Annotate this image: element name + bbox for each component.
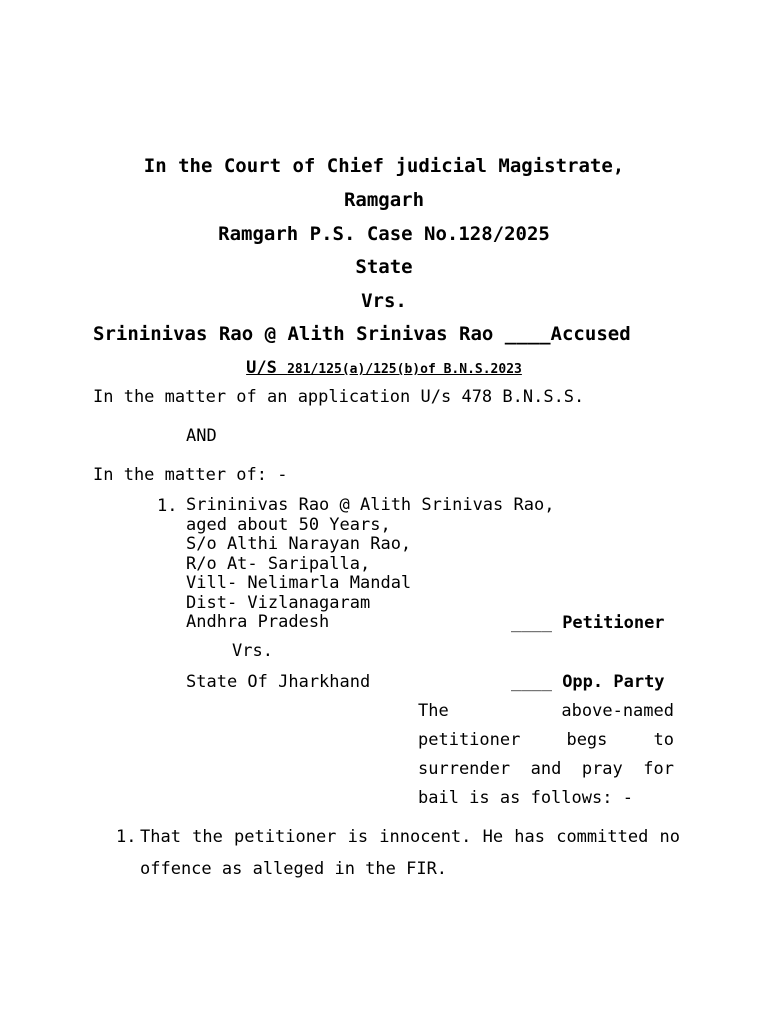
petitioner-address	[186, 496, 554, 633]
address-line: Dist- Vizlanagaram	[186, 592, 371, 613]
sections-list: 281/125(a)/125(b)of B.N.S.2023	[287, 362, 522, 377]
address-line: Vill- Nelimarla Mandal	[186, 573, 412, 593]
address-line: aged about 50 Years,	[186, 514, 391, 535]
address-line: S/o Althi Narayan Rao,	[186, 534, 412, 554]
prayer-line: The above-named	[418, 701, 674, 721]
point-text: That the petitioner is innocent. He has committed no offence as alleged in the FIR.	[140, 827, 680, 879]
versus-heading: Vrs.	[361, 290, 407, 312]
role-blank: ____	[511, 672, 563, 692]
role-label: Petitioner	[562, 613, 665, 633]
prayer-line: petitioner begs to	[418, 730, 674, 750]
opp-party-role	[511, 672, 665, 692]
address-line: Srininivas Rao @ Alith Srinivas Rao,	[186, 495, 555, 515]
role-label: Opp. Party	[562, 672, 665, 692]
opp-party-name: State Of Jharkhand	[186, 672, 371, 692]
and-line: AND	[186, 426, 217, 446]
prayer-block	[418, 697, 674, 813]
sections-prefix: U/S	[246, 358, 288, 378]
petitioner-role	[511, 613, 665, 633]
accused-line: Srininivas Rao @ Alith Srinivas Rao ____Accused	[93, 323, 631, 345]
petitioner-number: 1.	[157, 496, 178, 516]
prayer-line: surrender and pray for	[418, 759, 674, 779]
case-number: Ramgarh P.S. Case No.128/2025	[218, 223, 550, 245]
matter-of-line: In the matter of: -	[93, 465, 288, 485]
application-line: In the matter of an application U/s 478 B.N.S.S.	[93, 387, 585, 407]
prayer-line: bail is as follows: -	[418, 788, 633, 808]
court-heading: In the Court of Chief judicial Magistrate,	[143, 155, 625, 177]
address-line: R/o At- Saripalla,	[186, 553, 371, 574]
point-number: 1.	[116, 827, 137, 847]
sections-line	[60, 358, 708, 378]
role-blank: ____	[511, 613, 563, 633]
party-state: State	[355, 256, 413, 278]
address-line: Andhra Pradesh	[186, 612, 330, 632]
versus-line: Vrs.	[232, 641, 273, 661]
court-place: Ramgarh	[343, 189, 425, 211]
